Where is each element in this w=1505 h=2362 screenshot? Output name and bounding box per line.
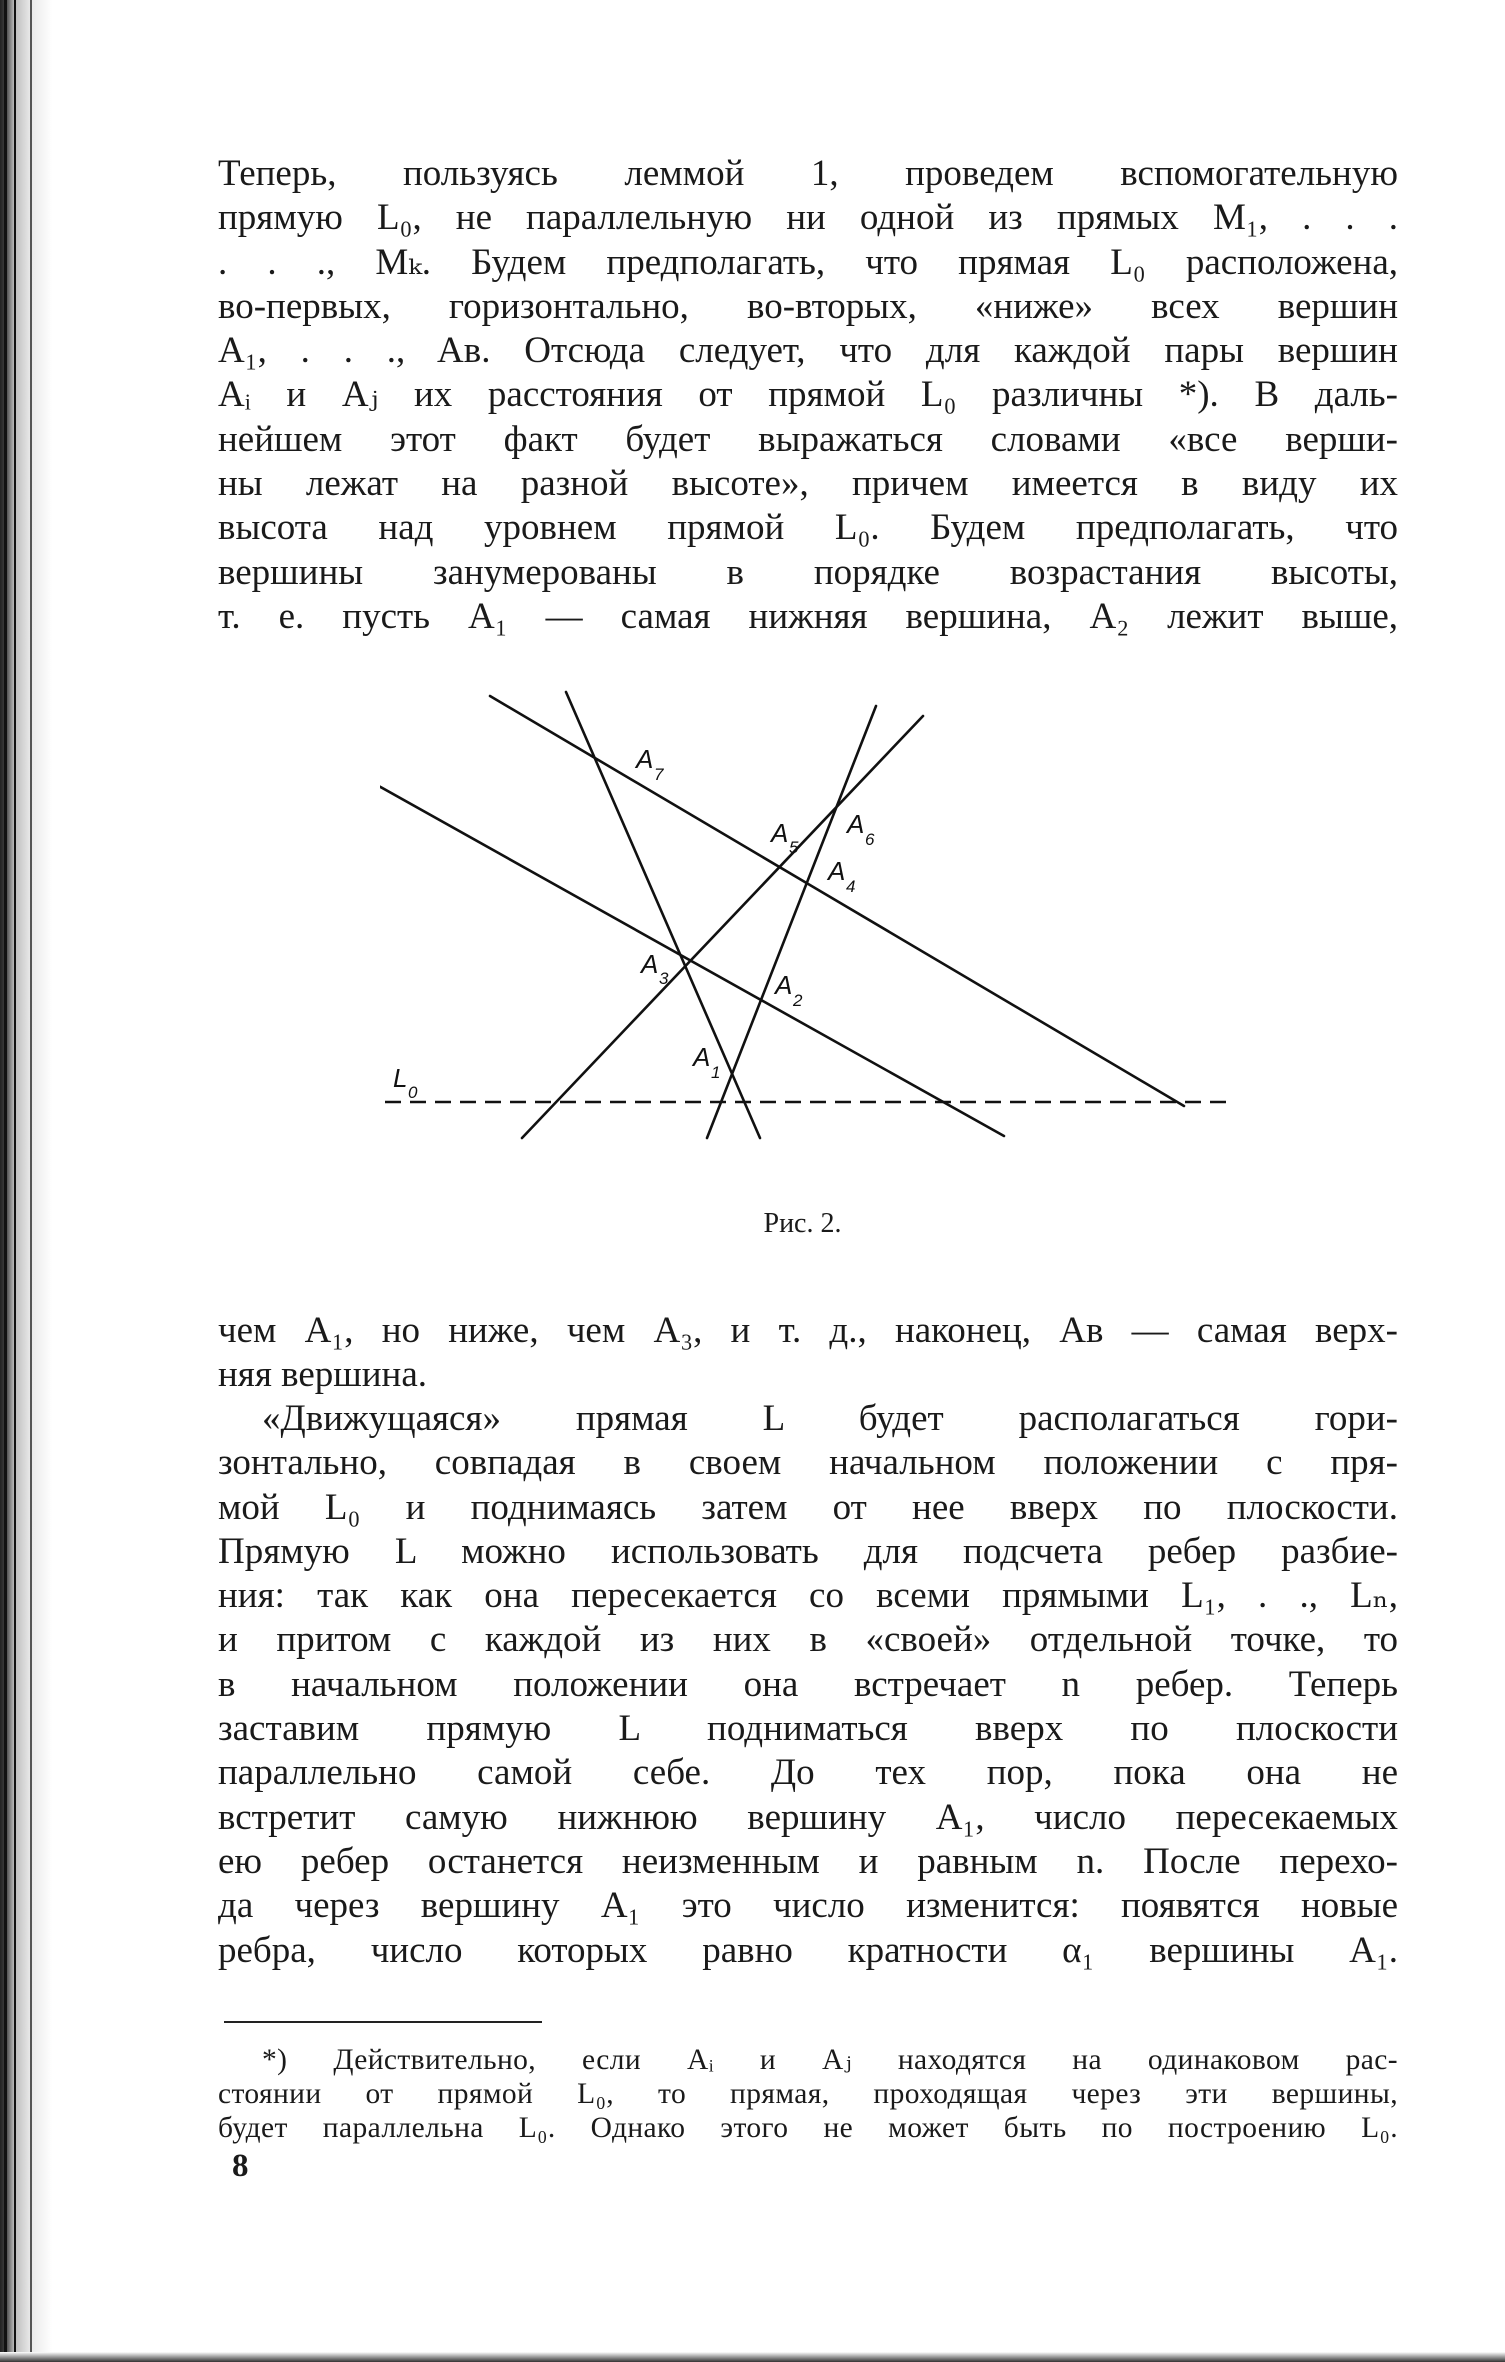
text-line: «Движущаяся» прямая L будет располагаться гори- [262,1398,1398,1439]
svg-text:A: A [847,809,865,839]
svg-text:1: 1 [711,1063,721,1082]
svg-text:L: L [393,1063,408,1093]
paragraph-2 [218,1309,1398,1398]
text-line: зонтально, совпадая в своем начальном положении с пря- [218,1442,1398,1484]
page-bottom-edge [0,2352,1505,2362]
text-line: чем A₁, но ниже, чем A₃, и т. д., наконец, Aв — самая верх- [218,1310,1398,1351]
text-line: во-первых, горизонтально, во-вторых, «ниже» всех вершин [218,285,1398,327]
text-line: параллельно самой себе. До тех пор, пока она не [218,1752,1398,1794]
svg-text:A: A [693,1042,711,1072]
text-line: ны лежат на разной высоте», причем имеется в виду их [218,463,1398,505]
footnote [218,2043,1398,2145]
text-line: встретит самую нижнюю вершину A₁, число пересекаемых [218,1796,1398,1838]
text-line: ния: так как она пересекается со всеми прямыми L₁, . ., Lₙ, [218,1575,1398,1617]
line-through-a6-a2 [707,706,876,1138]
svg-text:3: 3 [659,969,669,988]
text-line: высота над уровнем прямой L₀. Будем предполагать, что [218,507,1398,549]
text-line: ребра, число которых равно кратности α₁ вершины A₁. [218,1929,1398,1971]
paragraph-3 [218,1397,1398,1973]
spine-edge-line [30,0,32,2362]
svg-text:A: A [771,818,789,848]
text-line: заставим прямую L подниматься вверх по плоскости [218,1708,1398,1750]
footnote-line: *) Действительно, если Aᵢ и Aⱼ находятся на одинаковом рас- [262,2044,1398,2076]
figure-drawing [380,680,1240,1160]
footnote-line: будет параллельна L₀. Однако этого не может быть по построению L₀. [218,2112,1398,2144]
svg-text:A: A [775,970,793,1000]
text-line: Теперь, пользуясь леммой 1, проведем вспомогательную [218,153,1398,194]
svg-text:A: A [641,949,659,979]
text-line: ею ребер останется неизменным и равным n. После перехо- [218,1840,1398,1882]
svg-text:7: 7 [654,765,664,784]
text-line: вершины занумерованы в порядке возрастания высоты, [218,551,1398,593]
text-line: прямую L₀, не параллельную ни одной из прямых M₁, . . . [218,197,1398,239]
spine-edge-line [4,0,7,2362]
text-line: Aᵢ и Aⱼ их расстояния от прямой L₀ различны *). В даль- [218,374,1398,416]
text-line: нейшем этот факт будет выражаться словами «все верши- [218,418,1398,460]
text-line: т. е. пусть A₁ — самая нижняя вершина, A₂ лежит выше, [218,595,1398,637]
svg-text:4: 4 [846,877,856,896]
paragraph-1 [218,152,1398,639]
line-through-a5-a3 [522,716,923,1138]
svg-text:A: A [636,744,654,774]
text-line: и притом с каждой из них в «своей» отдельной точке, то [218,1619,1398,1661]
page-number: 8 [232,2148,249,2184]
text-line: да через вершину A₁ это число изменится: появятся новые [218,1885,1398,1927]
text-line: в начальном положении она встречает n ребер. Теперь [218,1663,1398,1705]
footnote-line: стоянии от прямой L₀, то прямая, проходящая через эти вершины, [218,2078,1398,2110]
svg-text:2: 2 [793,991,803,1010]
text-line: няя вершина. [218,1354,428,1396]
text-line: мой L₀ и поднимаясь затем от нее вверх по плоскости. [218,1486,1398,1528]
svg-text:6: 6 [865,830,875,849]
book-spine-shadow [0,0,52,2362]
svg-text:5: 5 [789,838,799,857]
text-line: Прямую L можно использовать для подсчета ребер разбие- [218,1530,1398,1572]
footnote-separator [224,2021,542,2023]
figure-caption: Рис. 2. [763,1208,842,1239]
text-line: A₁, . . ., Aв. Отсюда следует, что для каждой пары вершин [218,330,1398,372]
spine-edge-line [14,0,16,2362]
text-line: . . ., Mₖ. Будем предполагать, что прямая L₀ расположена, [218,241,1398,283]
svg-text:A: A [828,856,846,886]
figure-line-arrangement [380,680,1240,1160]
line-a7-a1 [566,692,760,1138]
svg-text:0: 0 [408,1083,418,1102]
